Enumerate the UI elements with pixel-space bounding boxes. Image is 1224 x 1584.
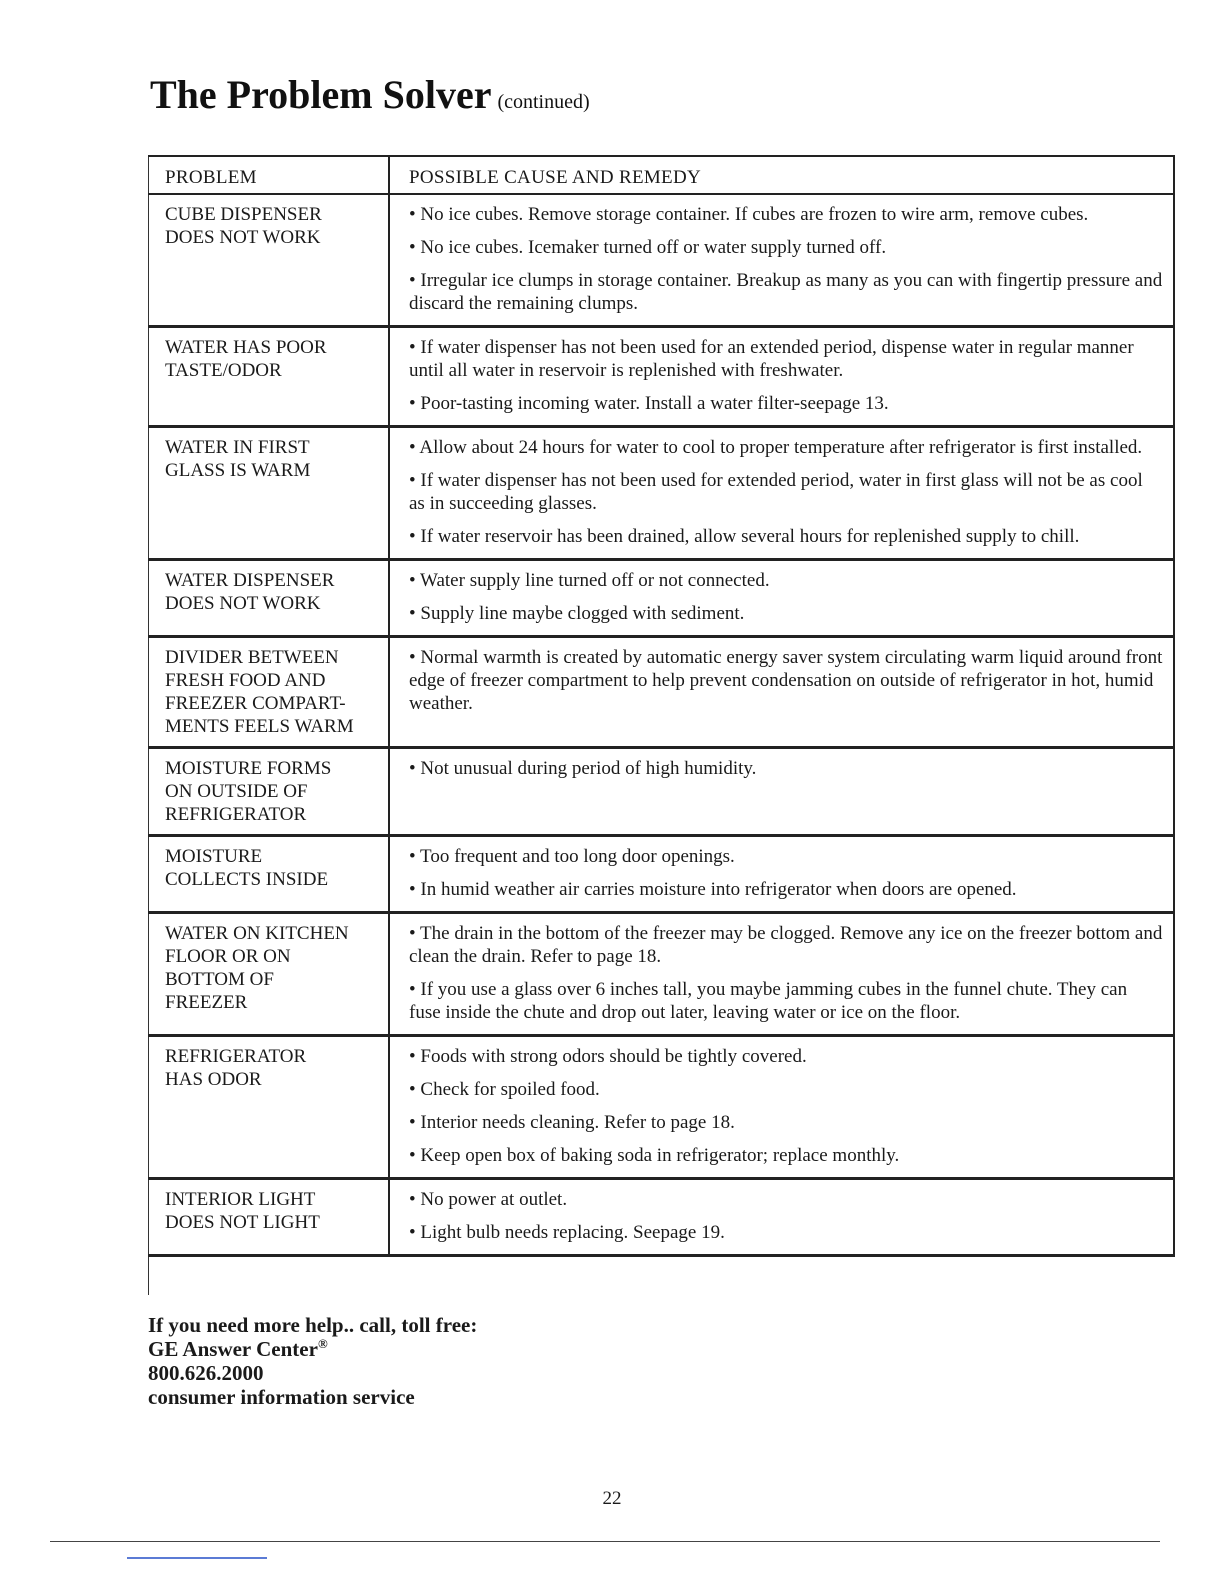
problem-solver-table xyxy=(148,155,1175,1257)
table-row xyxy=(148,194,1174,327)
remedy-cell xyxy=(389,327,1174,427)
table-row xyxy=(148,327,1174,427)
problem-cell xyxy=(148,836,389,913)
column-header-problem: PROBLEM xyxy=(148,156,389,194)
answer-center-line xyxy=(148,1337,477,1361)
remedy-item: • Water supply line turned off or not connected. xyxy=(409,570,770,591)
remedy-item: • Irregular ice clumps in storage container. Breakup as many as you can with fingertip pressure and discard the remaining clumps. xyxy=(409,270,1163,314)
remedy-item: • The drain in the bottom of the freezer may be clogged. Remove any ice on the freezer bottom and clean the drain. Refer to page 18. xyxy=(409,923,1163,967)
remedy-item: • Foods with strong odors should be tightly covered. xyxy=(409,1046,807,1067)
blue-accent-rule xyxy=(127,1557,267,1559)
problem-cell xyxy=(148,194,389,327)
problem-cell xyxy=(148,748,389,836)
registered-mark: ® xyxy=(317,1336,328,1351)
problem-text: GLASS IS WARM xyxy=(165,460,311,481)
remedy-item: • Interior needs cleaning. Refer to page 18. xyxy=(409,1112,735,1133)
remedy-item: • No ice cubes. Remove storage container. If cubes are frozen to wire arm, remove cubes. xyxy=(409,204,1089,225)
remedy-item: • Poor-tasting incoming water. Install a water filter-seepage 13. xyxy=(409,393,889,414)
remedy-item: • Normal warmth is created by automatic energy saver system circulating warm liquid around front edge of freezer compartment to help prevent condensation on outside of refrigerator in hot, humid weather. xyxy=(409,647,1163,714)
remedy-item: • If water dispenser has not been used for an extended period, dispense water in regular manner until all water in reservoir is replenished with freshwater. xyxy=(409,337,1134,381)
table-row xyxy=(148,637,1174,748)
problem-text: REFRIGERATOR xyxy=(165,1046,307,1067)
problem-text: TASTE/ODOR xyxy=(165,360,282,381)
problem-text: WATER HAS POOR xyxy=(165,337,327,358)
remedy-cell xyxy=(389,637,1174,748)
problem-text: DOES NOT WORK xyxy=(165,593,321,614)
remedy-item: • If water reservoir has been drained, allow several hours for replenished supply to chill. xyxy=(409,526,1080,547)
bottom-rule xyxy=(50,1541,1160,1542)
problem-text: ON OUTSIDE OF xyxy=(165,781,308,802)
remedy-cell xyxy=(389,560,1174,637)
help-line: If you need more help.. call, toll free: xyxy=(148,1313,478,1337)
remedy-item: • Keep open box of baking soda in refrigerator; replace monthly. xyxy=(409,1145,900,1166)
table-row xyxy=(148,748,1174,836)
problem-text: FREEZER COMPART- xyxy=(165,693,346,714)
problem-text: INTERIOR LIGHT xyxy=(165,1189,316,1210)
problem-text: DIVIDER BETWEEN xyxy=(165,647,339,668)
remedy-cell xyxy=(389,194,1174,327)
problem-cell xyxy=(148,913,389,1036)
problem-text: HAS ODOR xyxy=(165,1069,262,1090)
remedy-item: • No power at outlet. xyxy=(409,1189,568,1210)
help-contact-block xyxy=(148,1313,477,1409)
problem-text: REFRIGERATOR xyxy=(165,804,307,825)
remedy-cell xyxy=(389,913,1174,1036)
remedy-item: • Not unusual during period of high humidity. xyxy=(409,758,757,779)
remedy-item: • Too frequent and too long door openings. xyxy=(409,846,735,867)
page-subtitle: (continued) xyxy=(497,91,590,113)
table-row xyxy=(148,836,1174,913)
problem-text: MOISTURE xyxy=(165,846,263,867)
problem-text: FLOOR OR ON xyxy=(165,946,291,967)
answer-center-name: GE Answer Center xyxy=(148,1337,318,1361)
problem-text: DOES NOT WORK xyxy=(165,227,321,248)
problem-text: BOTTOM OF xyxy=(165,969,274,990)
table-row xyxy=(148,1036,1174,1179)
remedy-cell xyxy=(389,748,1174,836)
problem-solver-table-wrap xyxy=(148,155,1174,1257)
problem-text: FRESH FOOD AND xyxy=(165,670,326,691)
problem-text: WATER ON KITCHEN xyxy=(165,923,349,944)
service-line: consumer information service xyxy=(148,1385,415,1409)
problem-text: COLLECTS INSIDE xyxy=(165,869,329,890)
table-row xyxy=(148,913,1174,1036)
problem-cell xyxy=(148,427,389,560)
remedy-item: • In humid weather air carries moisture into refrigerator when doors are opened. xyxy=(409,879,1017,900)
problem-cell xyxy=(148,1036,389,1179)
remedy-cell xyxy=(389,427,1174,560)
problem-text: MENTS FEELS WARM xyxy=(165,716,354,737)
remedy-cell xyxy=(389,1036,1174,1179)
problem-cell xyxy=(148,637,389,748)
table-row xyxy=(148,427,1174,560)
remedy-item: • If you use a glass over 6 inches tall, you maybe jamming cubes in the funnel chute. They can fuse inside the chute and drop out later, leaving water or ice on the floor. xyxy=(409,979,1128,1023)
phone-number[interactable]: 800.626.2000 xyxy=(148,1361,264,1385)
remedy-item: • Supply line maybe clogged with sediment. xyxy=(409,603,745,624)
remedy-item: • Light bulb needs replacing. Seepage 19. xyxy=(409,1222,725,1243)
problem-text: WATER IN FIRST xyxy=(165,437,310,458)
problem-cell xyxy=(148,560,389,637)
remedy-item: • If water dispenser has not been used for extended period, water in first glass will not be as cool as in succeeding glasses. xyxy=(409,470,1143,514)
remedy-cell xyxy=(389,1179,1174,1256)
column-header-cause: POSSIBLE CAUSE AND REMEDY xyxy=(389,156,1174,194)
remedy-item: • Check for spoiled food. xyxy=(409,1079,600,1100)
problem-cell xyxy=(148,327,389,427)
problem-text: FREEZER xyxy=(165,992,248,1013)
problem-text: MOISTURE FORMS xyxy=(165,758,332,779)
table-row xyxy=(148,560,1174,637)
remedy-item: • No ice cubes. Icemaker turned off or water supply turned off. xyxy=(409,237,887,258)
problem-text: WATER DISPENSER xyxy=(165,570,335,591)
page-number: 22 xyxy=(602,1488,622,1509)
table-row xyxy=(148,1179,1174,1256)
problem-text: CUBE DISPENSER xyxy=(165,204,322,225)
remedy-item: • Allow about 24 hours for water to cool to proper temperature after refrigerator is first installed. xyxy=(409,437,1143,458)
table-header-row xyxy=(148,156,1174,194)
remedy-cell xyxy=(389,836,1174,913)
problem-cell xyxy=(148,1179,389,1256)
page-title: The Problem Solver (continued) xyxy=(150,72,590,117)
problem-text: DOES NOT LIGHT xyxy=(165,1212,320,1233)
